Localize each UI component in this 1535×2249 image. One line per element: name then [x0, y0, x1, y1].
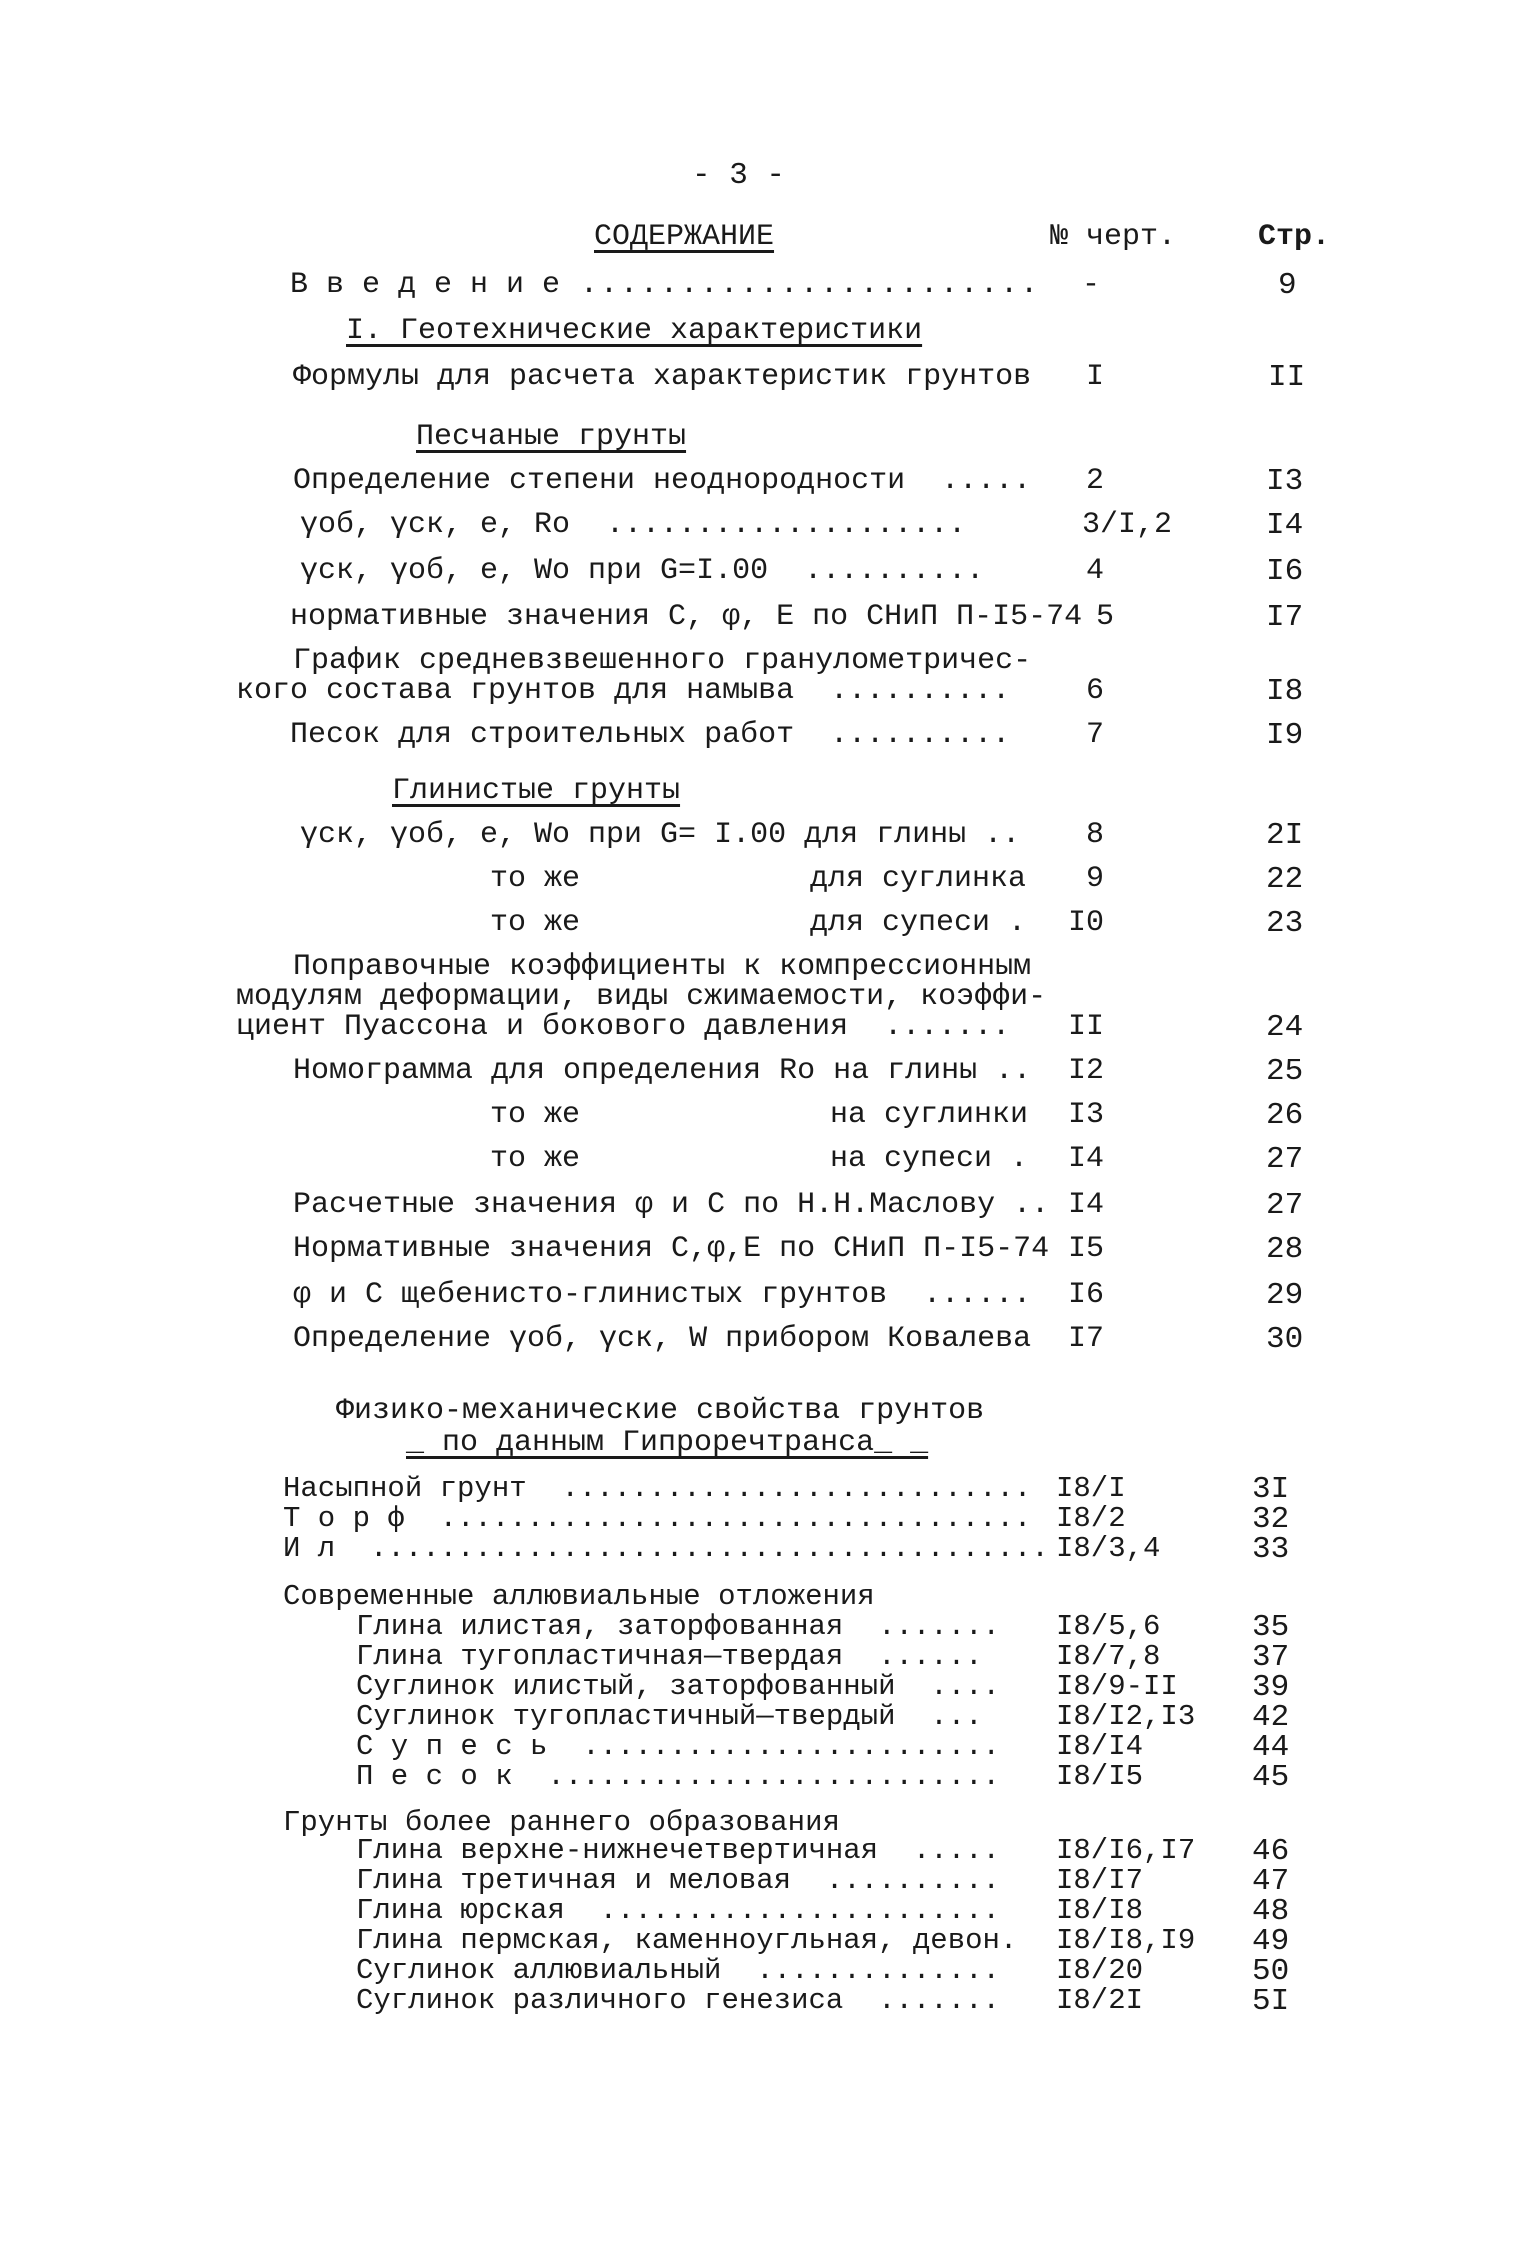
toc-page: 32: [1252, 1502, 1290, 1537]
group-heading-modern: Современные аллювиальные отложения: [283, 1580, 875, 1613]
toc-page: I3: [1266, 464, 1304, 499]
toc-page: 3I: [1252, 1472, 1290, 1507]
toc-entry-same: то же: [490, 1142, 581, 1176]
toc-drawing: 7: [1086, 718, 1105, 752]
toc-drawing: I4: [1068, 1142, 1105, 1176]
subsection-heading-sandy: Песчаные грунты: [416, 420, 687, 454]
toc-drawing: 6: [1086, 674, 1105, 708]
toc-entry: Т о р ф ..................................: [283, 1502, 1032, 1535]
toc-entry: И л .......................................: [283, 1532, 1049, 1565]
toc-entry: С у п е с ь ........................: [356, 1730, 1000, 1763]
toc-drawing: I8/I8,I9: [1056, 1924, 1196, 1957]
subsection-heading-clay: Глинистые грунты: [392, 774, 681, 808]
toc-drawing: I: [1086, 360, 1105, 394]
toc-drawing: 8: [1086, 818, 1105, 852]
toc-drawing: I8/I2,I3: [1056, 1700, 1196, 1733]
toc-drawing: I8/3,4: [1056, 1532, 1161, 1565]
toc-entry-formulas: Формулы для расчета характеристик грунтов: [293, 360, 1032, 394]
toc-page: II: [1268, 360, 1306, 395]
toc-drawing: I8/20: [1056, 1954, 1144, 1987]
toc-entry: γоб, γск, е, Rо ....................: [300, 508, 967, 542]
toc-entry: Расчетные значения φ и С по Н.Н.Маслову ..: [293, 1188, 1050, 1222]
toc-drawing: I7: [1068, 1322, 1105, 1356]
toc-entry-qualifier: на супеси .: [830, 1142, 1029, 1176]
toc-page: 27: [1266, 1142, 1304, 1177]
toc-entry: Глина пермская, каменноугльная, девон.: [356, 1924, 1018, 1957]
toc-page: 9: [1278, 268, 1297, 303]
section-subheading-source: _ по данным Гипроречтранса_ _: [406, 1426, 929, 1460]
toc-entry: Глина илистая, заторфованная .......: [356, 1610, 1000, 1643]
toc-entry: Насыпной грунт ...........................: [283, 1472, 1032, 1505]
toc-drawing: I8/I7: [1056, 1864, 1144, 1897]
section-heading-geotech: I. Геотехнические характеристики: [346, 314, 923, 348]
toc-page: 33: [1252, 1532, 1290, 1567]
toc-page: 29: [1266, 1278, 1304, 1313]
toc-page: 26: [1266, 1098, 1304, 1133]
toc-drawing: 5: [1096, 600, 1115, 634]
section-heading-physmech: Физико-механические свойства грунтов: [336, 1394, 985, 1428]
page-number: - 3 -: [692, 158, 786, 193]
toc-drawing: I8/2: [1056, 1502, 1126, 1535]
toc-drawing: I5: [1068, 1232, 1105, 1266]
toc-entry: γск, γоб, е, Wо при G=I.00 ..........: [300, 554, 985, 588]
toc-drawing: I8/I5: [1056, 1760, 1144, 1793]
toc-entry: График средневзвешенного гранулометричес-: [293, 644, 1032, 678]
toc-entry: γск, γоб, е, Wо при G= I.00 для глины ..: [300, 818, 1021, 852]
toc-page: 30: [1266, 1322, 1304, 1357]
toc-drawing: 2: [1086, 464, 1105, 498]
toc-page: 42: [1252, 1700, 1290, 1735]
toc-page: I6: [1266, 554, 1304, 589]
toc-entry-qualifier: для суглинка: [810, 862, 1027, 896]
toc-entry: Определение γоб, γск, W прибором Ковалева: [293, 1322, 1032, 1356]
toc-page: 5I: [1252, 1984, 1290, 2019]
toc-drawing: I8/I: [1056, 1472, 1126, 1505]
toc-drawing: I8/5,6: [1056, 1610, 1161, 1643]
toc-entry-qualifier: на суглинки: [830, 1098, 1029, 1132]
toc-drawing: II: [1068, 1010, 1105, 1044]
toc-drawing: I8/7,8: [1056, 1640, 1161, 1673]
toc-page: 22: [1266, 862, 1304, 897]
toc-drawing: -: [1082, 268, 1101, 302]
toc-page: 24: [1266, 1010, 1304, 1045]
toc-entry-introduction: В в е д е н и е .......................: [290, 268, 1041, 302]
toc-drawing: 9: [1086, 862, 1105, 896]
toc-page: I9: [1266, 718, 1304, 753]
toc-page: 28: [1266, 1232, 1304, 1267]
toc-drawing: I8/I8: [1056, 1894, 1144, 1927]
toc-drawing: I8/I4: [1056, 1730, 1144, 1763]
toc-page: 2I: [1266, 818, 1304, 853]
toc-entry: нормативные значения С, φ, Е по СНиП П-I5-74: [290, 600, 1083, 634]
toc-page: 49: [1252, 1924, 1290, 1959]
toc-entry: Суглинок илистый, заторфованный ....: [356, 1670, 1000, 1703]
toc-entry: φ и С щебенисто-глинистых грунтов ......: [293, 1278, 1032, 1312]
toc-page: 35: [1252, 1610, 1290, 1645]
toc-entry: Глина тугопластичная—твердая ......: [356, 1640, 983, 1673]
toc-page: 25: [1266, 1054, 1304, 1089]
toc-page: 47: [1252, 1864, 1290, 1899]
toc-entry: Суглинок различного генезиса .......: [356, 1984, 1000, 2017]
toc-entry: Нормативные значения С,φ,Е по СНиП П-I5-74: [293, 1232, 1050, 1266]
toc-entry: П е с о к ..........................: [356, 1760, 1000, 1793]
toc-entry: Песок для строительных работ ..........: [290, 718, 1011, 752]
contents-title: СОДЕРЖАНИЕ: [594, 220, 775, 254]
toc-page: I4: [1266, 508, 1304, 543]
toc-page: 46: [1252, 1834, 1290, 1869]
toc-drawing: I6: [1068, 1278, 1105, 1312]
toc-page: 45: [1252, 1760, 1290, 1795]
toc-page: 23: [1266, 906, 1304, 941]
toc-drawing: 4: [1086, 554, 1105, 588]
toc-entry: Глина третичная и меловая ..........: [356, 1864, 1000, 1897]
group-heading-early: Грунты более раннего образования: [283, 1806, 840, 1839]
toc-drawing: I3: [1068, 1098, 1105, 1132]
toc-drawing: I8/9-II: [1056, 1670, 1178, 1703]
column-header-drawing: № черт.: [1050, 220, 1177, 254]
toc-page: 39: [1252, 1670, 1290, 1705]
toc-entry: Глина верхне-нижнечетвертичная .....: [356, 1834, 1000, 1867]
toc-entry-same: то же: [490, 1098, 581, 1132]
toc-page: 48: [1252, 1894, 1290, 1929]
toc-entry: Глина юрская .......................: [356, 1894, 1000, 1927]
toc-entry: Суглинок тугопластичный—твердый ...: [356, 1700, 983, 1733]
toc-page: 50: [1252, 1954, 1290, 1989]
toc-entry: Номограмма для определения Rо на глины ..: [293, 1054, 1032, 1088]
toc-entry: Поправочные коэффициенты к компрессионным: [293, 950, 1032, 984]
toc-page: I7: [1266, 600, 1304, 635]
toc-page: 37: [1252, 1640, 1290, 1675]
toc-page: I8: [1266, 674, 1304, 709]
toc-entry-qualifier: для супеси .: [810, 906, 1027, 940]
toc-entry: циент Пуассона и бокового давления .......: [236, 1010, 1011, 1044]
toc-drawing: I4: [1068, 1188, 1105, 1222]
toc-entry: Суглинок аллювиальный ..............: [356, 1954, 1000, 1987]
column-header-page: Стр.: [1258, 220, 1331, 254]
toc-page: 27: [1266, 1188, 1304, 1223]
toc-drawing: I0: [1068, 906, 1105, 940]
toc-drawing: 3/I,2: [1082, 508, 1173, 542]
toc-entry-same: то же: [490, 906, 581, 940]
toc-drawing: I8/I6,I7: [1056, 1834, 1196, 1867]
toc-entry: кого состава грунтов для намыва ..........: [236, 674, 1011, 708]
toc-drawing: I8/2I: [1056, 1984, 1144, 2017]
toc-page: 44: [1252, 1730, 1290, 1765]
toc-entry: Определение степени неоднородности .....: [293, 464, 1032, 498]
toc-drawing: I2: [1068, 1054, 1105, 1088]
toc-entry: модулям деформации, виды сжимаемости, коэффи-: [236, 980, 1047, 1014]
toc-entry-same: то же: [490, 862, 581, 896]
